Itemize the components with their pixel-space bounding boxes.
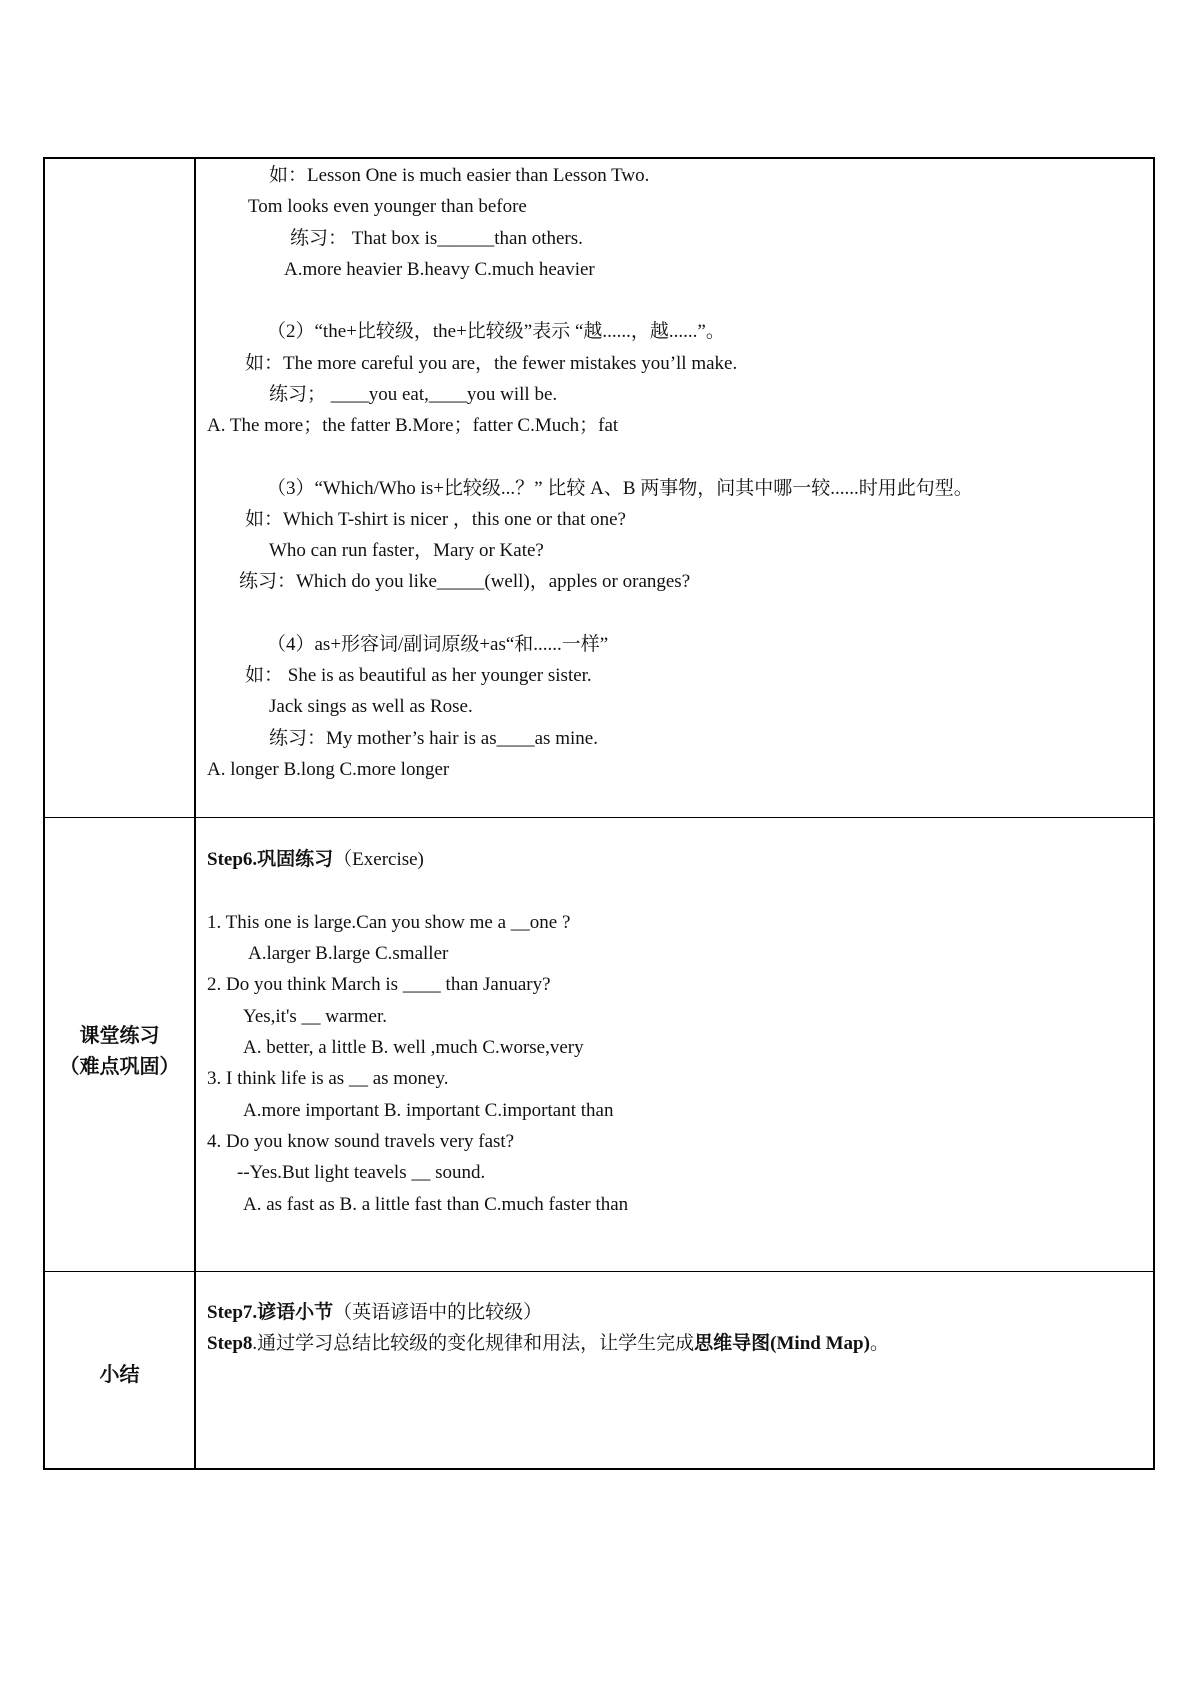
rule-heading: （4）as+形容词/副词原级+as“和......一样” <box>267 634 609 655</box>
question-line: 3. I think life is as __ as money. <box>207 1068 449 1089</box>
label-line: 小结 <box>99 1362 140 1386</box>
mind-map-text: 思维导图(Mind Map) <box>694 1333 870 1354</box>
label-line: 课堂练习 <box>79 1023 160 1047</box>
options-line: A.larger B.large C.smaller <box>248 943 449 964</box>
exercise-line: 练习； ____you eat,____you will be. <box>269 384 558 405</box>
step7-line <box>207 1301 542 1325</box>
row-divider <box>45 817 1153 818</box>
question-line: 1. This one is large.Can you show me a __one ? <box>207 912 571 933</box>
options-line: A.more important B. important C.important than <box>243 1100 614 1121</box>
exercise-line: 练习：My mother’s hair is as____as mine. <box>269 728 598 749</box>
step8-text: .通过学习总结比较级的变化规律和用法，让学生完成 <box>252 1333 695 1354</box>
row-label-summary <box>45 1359 194 1390</box>
options-line: A. as fast as B. a little fast than C.much faster than <box>243 1194 629 1215</box>
step8-end: 。 <box>869 1333 889 1354</box>
example-line: Tom looks even younger than before <box>248 196 527 217</box>
options-line: A. longer B.long C.more longer <box>207 759 450 780</box>
example-line: 如： She is as beautiful as her younger sister. <box>245 665 592 686</box>
question-line: 2. Do you think March is ____ than January? <box>207 974 551 995</box>
answer-line: Yes,it's __ warmer. <box>243 1006 387 1027</box>
lesson-plan-table <box>43 157 1155 1470</box>
step8-title: Step8 <box>207 1333 253 1354</box>
exercise-line: 练习：Which do you like_____(well)，apples or oranges? <box>239 571 691 592</box>
question-line: 4. Do you know sound travels very fast? <box>207 1131 515 1152</box>
row-label-classroom-practice <box>45 1020 194 1082</box>
row-divider <box>45 1271 1153 1272</box>
example-line: Jack sings as well as Rose. <box>269 696 473 717</box>
step6-subtitle: （Exercise) <box>333 849 424 870</box>
answer-line: --Yes.But light teavels __ sound. <box>237 1162 486 1183</box>
step6-title: Step6.巩固练习 <box>207 849 334 870</box>
label-line: （难点巩固） <box>59 1054 180 1078</box>
step7-title: Step7.谚语小节 <box>207 1302 334 1323</box>
step6-heading <box>207 848 424 872</box>
rule-heading: （2）“the+比较级，the+比较级”表示 “越......，越......”。 <box>267 321 725 342</box>
example-line: Who can run faster，Mary or Kate? <box>269 540 544 561</box>
options-line: A. The more；the fatter B.More；fatter C.Much；fat <box>207 415 619 436</box>
options-line: A. better, a little B. well ,much C.worse,very <box>243 1037 584 1058</box>
example-line: 如：Lesson One is much easier than Lesson Two. <box>269 165 650 186</box>
options-line: A.more heavier B.heavy C.much heavier <box>284 259 595 280</box>
exercise-line: 练习： That box is______than others. <box>290 228 583 249</box>
example-line: 如：The more careful you are，the fewer mistakes you’ll make. <box>245 353 738 374</box>
example-line: 如：Which T-shirt is nicer ，this one or that one? <box>245 509 626 530</box>
step7-subtitle: （英语谚语中的比较级） <box>333 1302 543 1323</box>
step8-line <box>207 1332 889 1356</box>
rule-heading: （3）“Which/Who is+比较级...？” 比较 A、B 两事物，问其中哪一较......时用此句型。 <box>267 478 973 499</box>
